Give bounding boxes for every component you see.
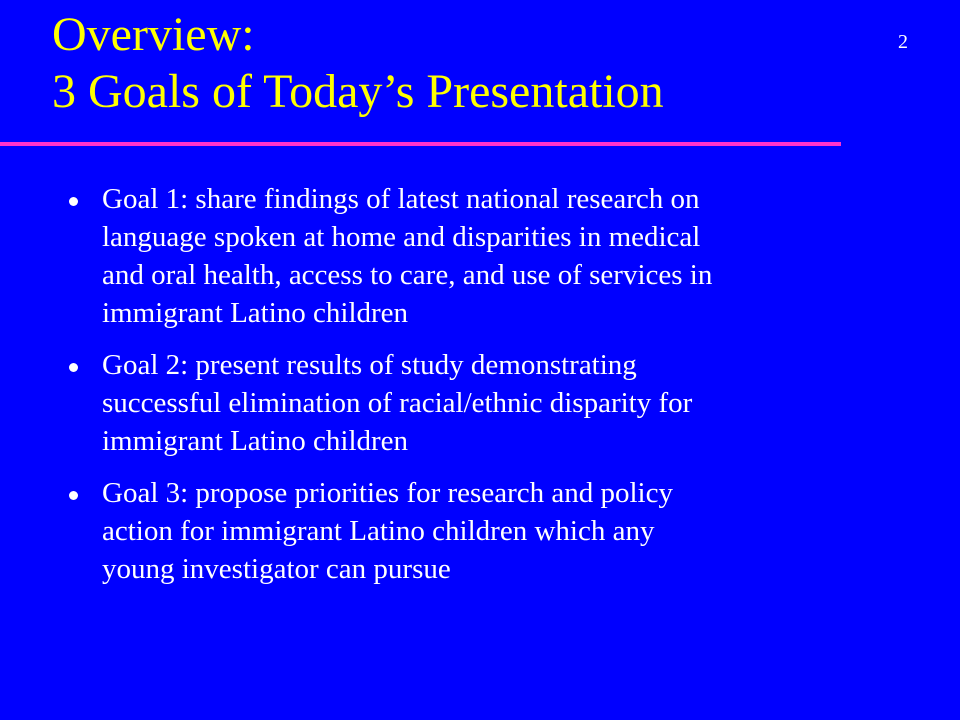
goal-1-line-4: immigrant Latino children bbox=[102, 297, 409, 329]
goals-list bbox=[0, 180, 862, 602]
slide-title bbox=[52, 6, 664, 120]
goal-1-line-2: language spoken at home and disparities in medical bbox=[102, 221, 701, 253]
goal-2-line-3: immigrant Latino children bbox=[102, 425, 409, 457]
goal-1 bbox=[102, 180, 862, 332]
goal-1-line-1: Goal 1: share findings of latest national research on bbox=[102, 183, 700, 215]
goal-2-line-2: successful elimination of racial/ethnic disparity for bbox=[102, 387, 693, 419]
goal-2-line-1: Goal 2: present results of study demonstrating bbox=[102, 349, 637, 381]
goal-2 bbox=[102, 346, 862, 460]
slide-title-line-2: 3 Goals of Today’s Presentation bbox=[52, 65, 664, 118]
goal-3-line-3: young investigator can pursue bbox=[102, 553, 451, 585]
bullet-dot-icon bbox=[69, 491, 78, 500]
goal-3 bbox=[102, 474, 862, 588]
bullet-dot-icon bbox=[69, 197, 78, 206]
slide-title-line-1: Overview: bbox=[52, 8, 255, 61]
bullet-dot-icon bbox=[69, 363, 78, 372]
goal-3-line-2: action for immigrant Latino children which any bbox=[102, 515, 655, 547]
goal-1-line-3: and oral health, access to care, and use of services in bbox=[102, 259, 713, 291]
title-divider bbox=[0, 142, 841, 146]
goal-3-line-1: Goal 3: propose priorities for research and policy bbox=[102, 477, 673, 509]
slide-number: 2 bbox=[898, 31, 908, 53]
